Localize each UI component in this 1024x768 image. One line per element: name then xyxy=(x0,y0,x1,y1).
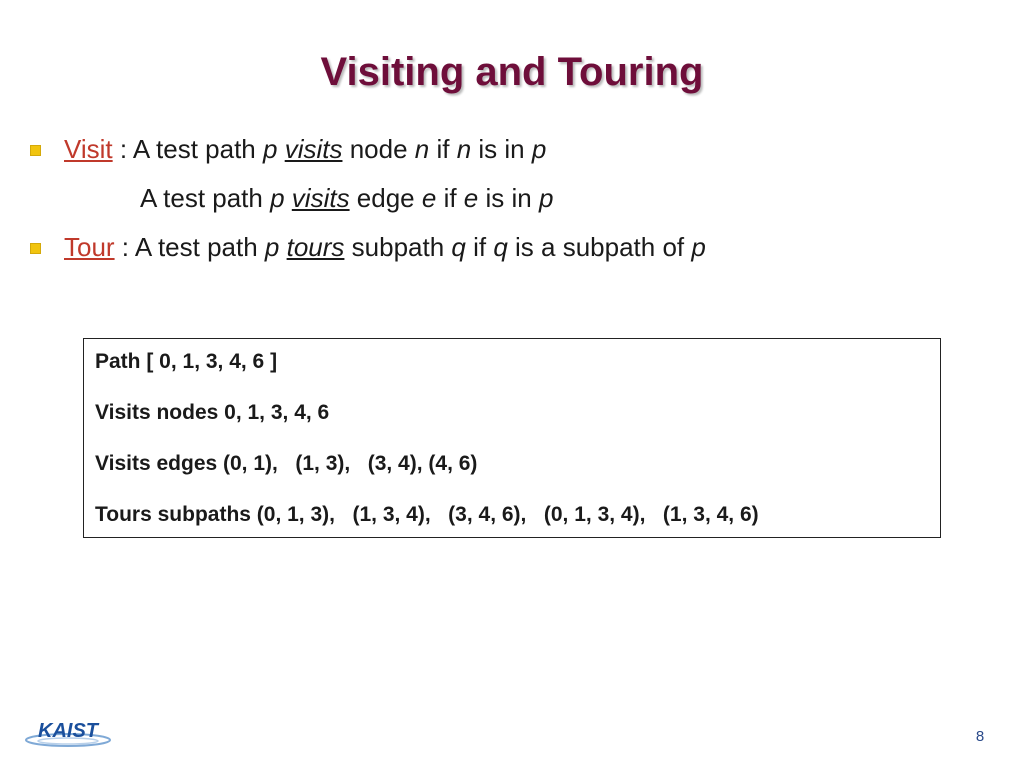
svg-text:KAIST: KAIST xyxy=(38,720,98,742)
page-number: 8 xyxy=(975,728,985,745)
example-path: Path [ 0, 1, 3, 4, 6 ] xyxy=(95,350,278,373)
example-visited-nodes: Visits nodes 0, 1, 3, 4, 6 xyxy=(95,401,330,424)
visit-term: Visit xyxy=(64,134,113,164)
example-toured-subpaths: Tours subpaths (0, 1, 3), (1, 3, 4), (3, 4, 6), (0, 1, 3, 4), (1, 3, 4, 6) xyxy=(95,503,759,526)
example-box xyxy=(83,338,941,538)
tour-term: Tour xyxy=(64,232,115,262)
example-visited-edges: Visits edges (0, 1), (1, 3), (3, 4), (4, 6) xyxy=(95,452,478,475)
slide-title: Visiting and Touring xyxy=(320,50,704,94)
visit-definition-line-2: A test path p visits edge e if e is in p xyxy=(140,183,554,213)
visit-definition-line-1: Visit : A test path p visits node n if n is in p xyxy=(64,134,547,164)
tour-definition-line: Tour : A test path p tours subpath q if q is a subpath of p xyxy=(64,232,706,262)
bullet-marker xyxy=(30,145,41,156)
bullet-marker xyxy=(30,243,41,254)
kaist-logo xyxy=(25,713,111,749)
